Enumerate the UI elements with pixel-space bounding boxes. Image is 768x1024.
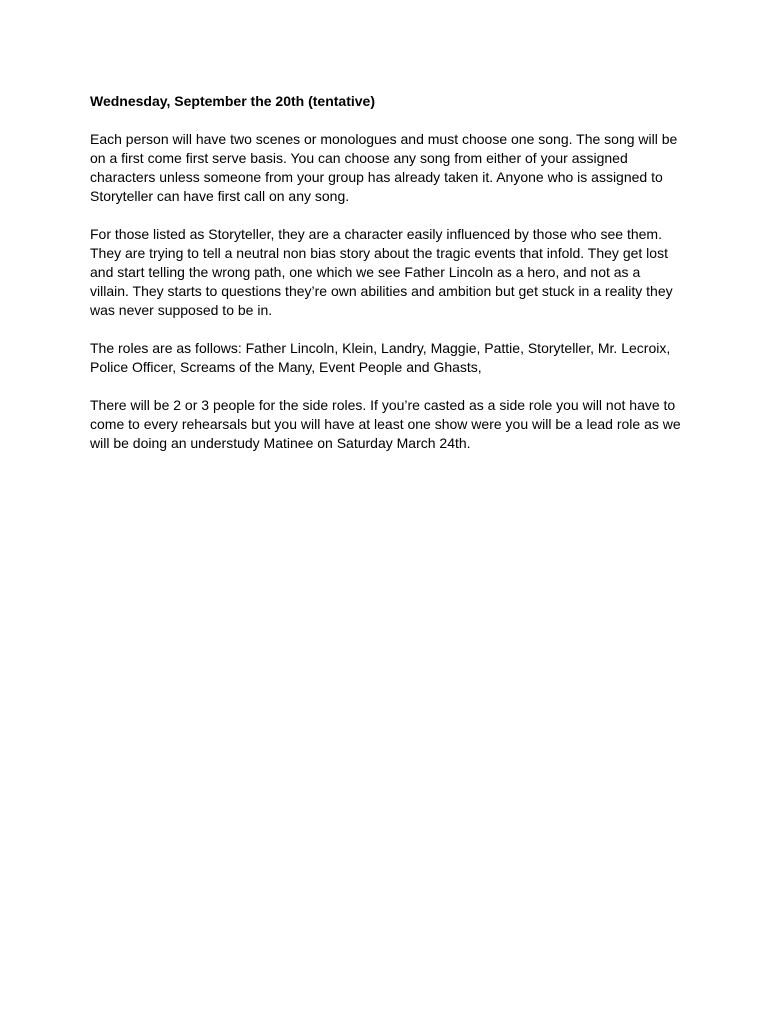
paragraph-roles: The roles are as follows: Father Lincoln, Klein, Landry, Maggie, Pattie, Storyteller, Mr. Lecroix, Police Officer, Screams of the Many, Event People and Ghasts, [90, 340, 671, 375]
document-heading: Wednesday, September the 20th (tentative) [90, 93, 375, 109]
document-body [90, 92, 682, 472]
paragraph-side-roles: There will be 2 or 3 people for the side roles. If you’re casted as a side role you will not have to come to every rehearsals but you will have at least one show were you will be a lead role as we will be doing an understudy Matinee on Saturday March 24th. [90, 397, 681, 451]
paragraph-storyteller: For those listed as Storyteller, they are a character easily influenced by those who see them. They are trying to tell a neutral non bias story about the tragic events that infold. They get lost and start telling the wrong path, one which we see Father Lincoln as a hero, and not as a villain. They starts to questions they’re own abilities and ambition but get stuck in a reality they was never supposed to be in. [90, 226, 673, 318]
paragraph-song-rules: Each person will have two scenes or monologues and must choose one song. The song will be on a first come first serve basis. You can choose any song from either of your assigned characters unless someone from your group has already taken it. Anyone who is assigned to Storyteller can have first call on any song. [90, 131, 678, 204]
